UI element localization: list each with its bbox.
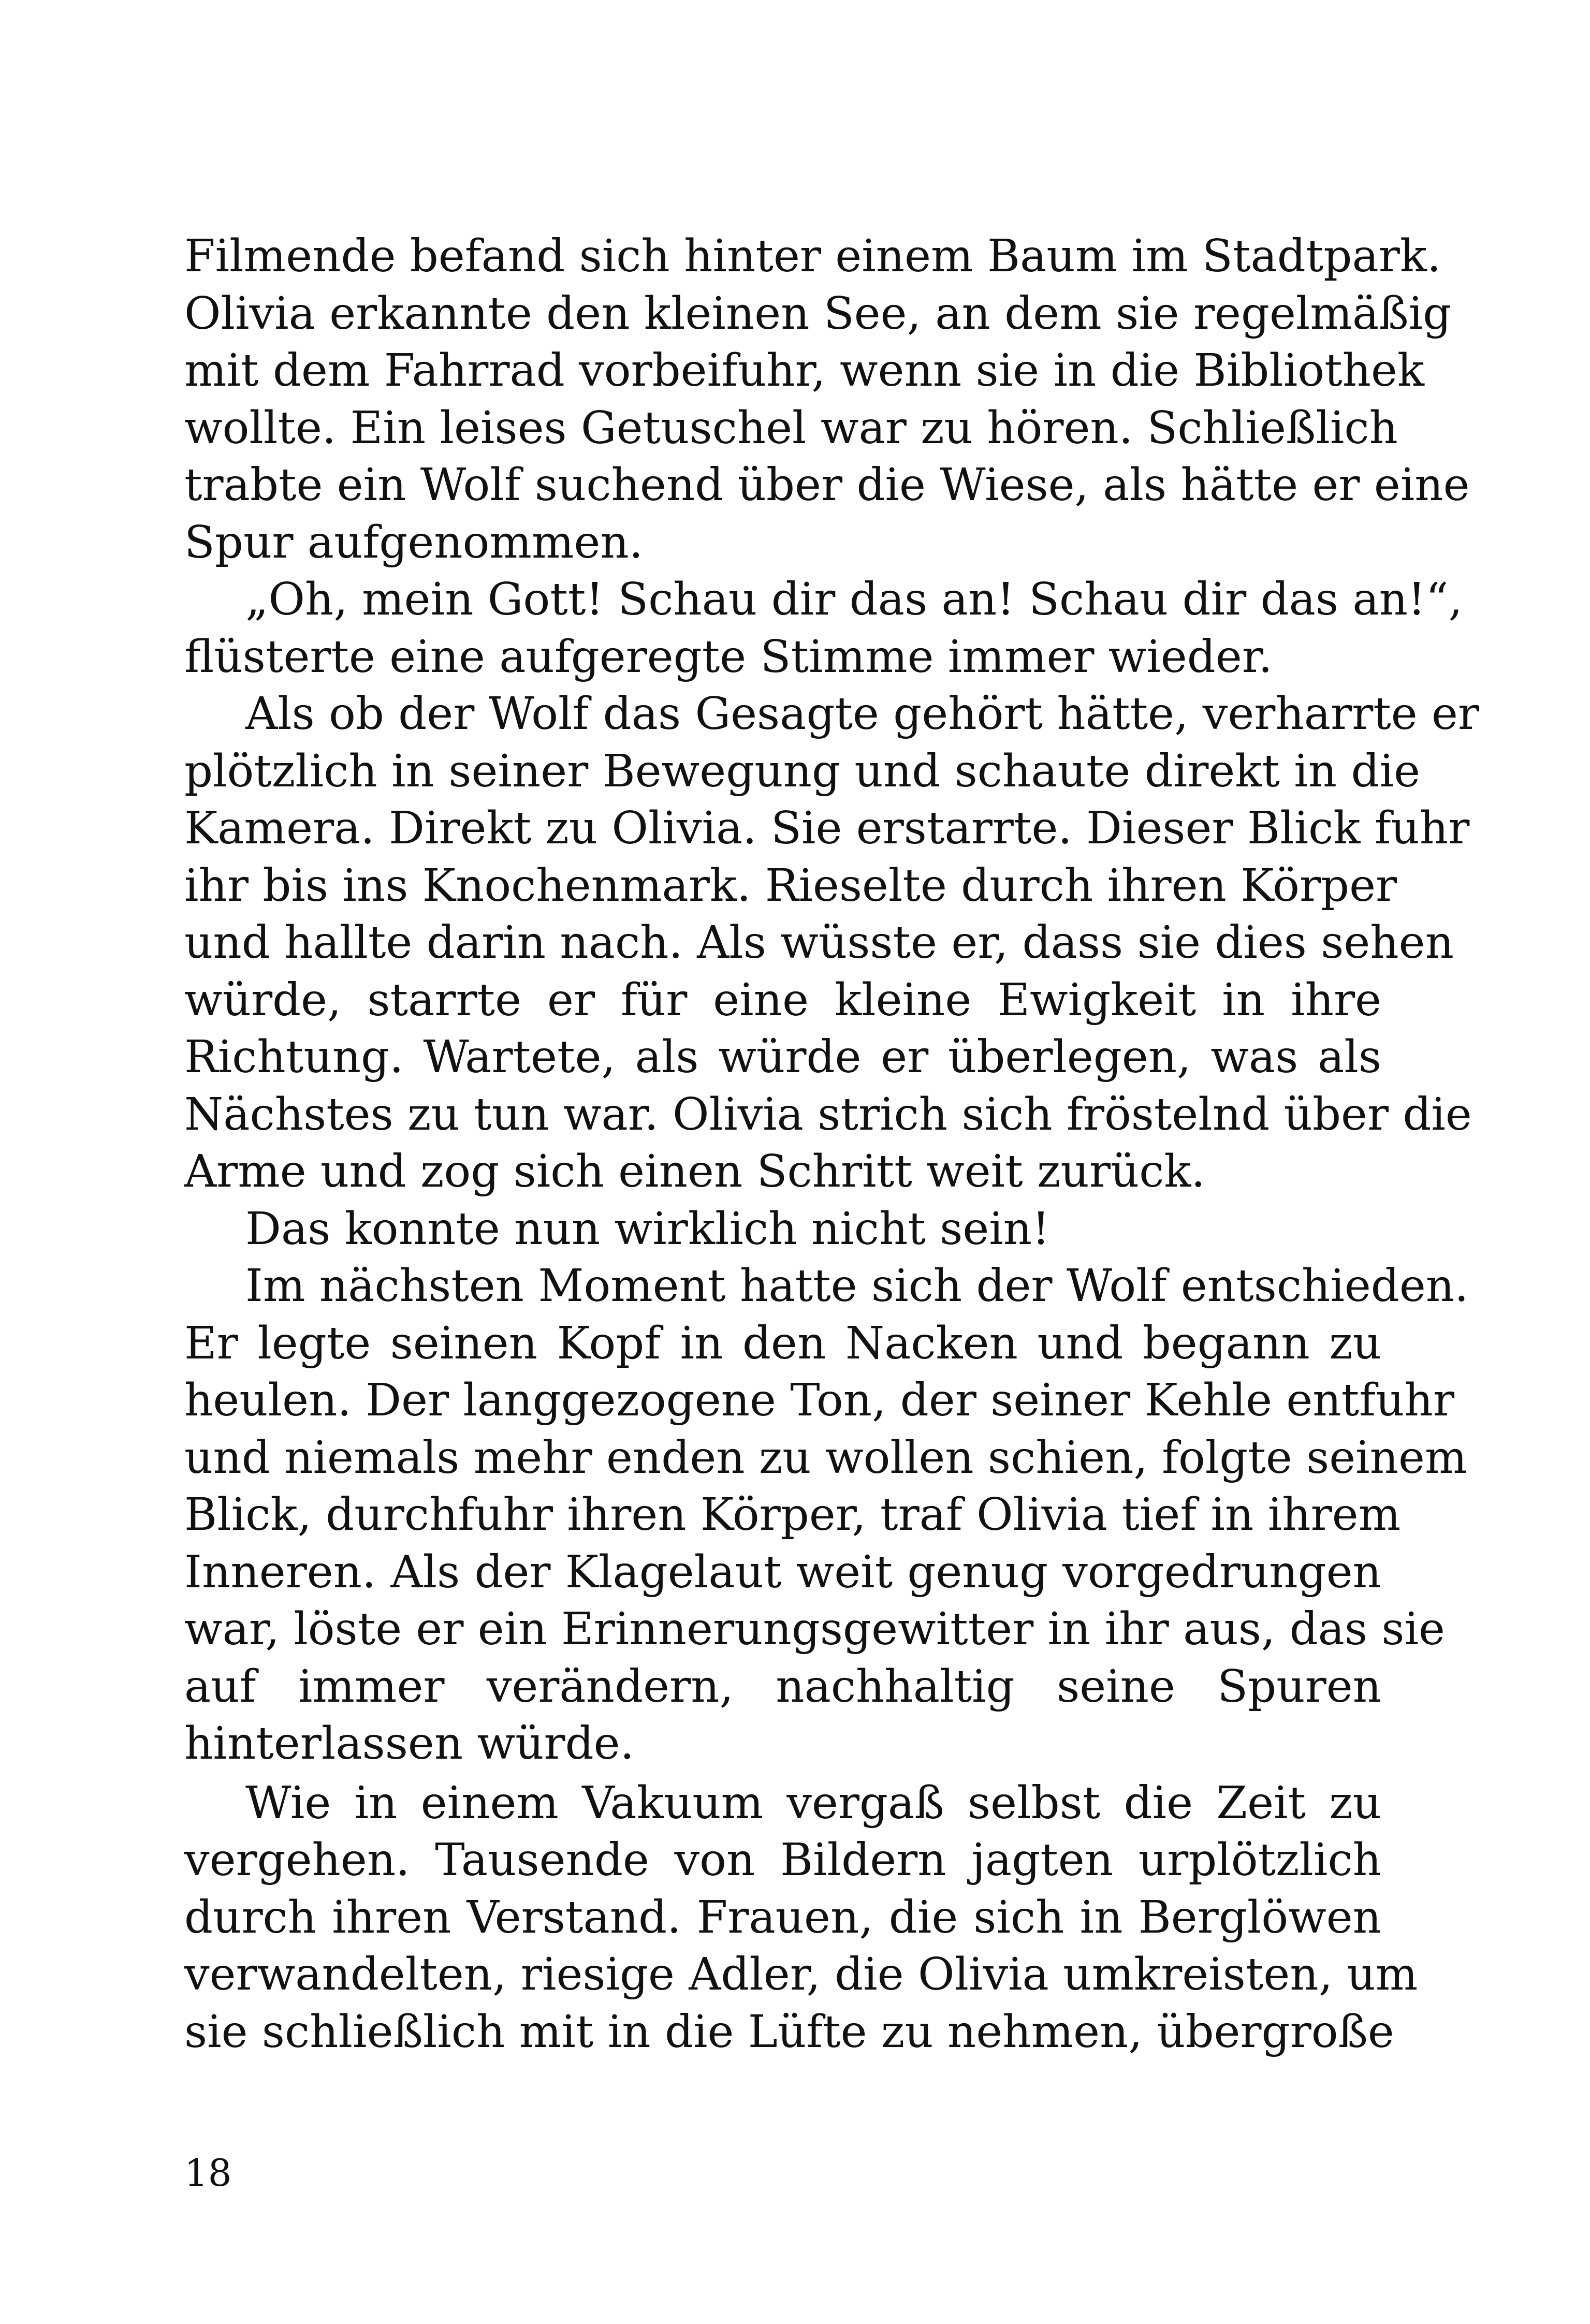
text-line: Spur aufgenommen.	[184, 516, 644, 568]
text-line: Nächstes zu tun war. Olivia strich sich fröstelnd über die	[184, 1088, 1472, 1141]
text-line: war, löste er ein Erinnerungsgewitter in ihr aus, das sie	[184, 1603, 1445, 1655]
text-line: Arme und zog sich einen Schritt weit zurück.	[184, 1146, 1205, 1197]
text-line: und hallte darin nach. Als wüsste er, dass sie dies sehen	[184, 917, 1454, 969]
text-line: mit dem Fahrrad vorbeifuhr, wenn sie in die Bibliothek	[184, 345, 1425, 397]
text-line: vergehen. Tausende von Bildern jagten urplötzlich	[184, 1834, 1381, 1886]
text-line: Wie in einem Vakuum vergaß selbst die Zeit zu	[245, 1777, 1381, 1829]
text-line: Blick, durchfuhr ihren Körper, traf Olivia tief in ihrem	[184, 1489, 1401, 1541]
text-line: auf immer verändern, nachhaltig seine Spuren	[184, 1660, 1381, 1713]
text-line: würde, starrte er für eine kleine Ewigkeit in ihre	[184, 974, 1381, 1026]
text-line: Richtung. Wartete, als würde er überlegen, was als	[184, 1031, 1381, 1083]
text-line: hinterlassen würde.	[184, 1718, 634, 1770]
text-line: trabte ein Wolf suchend über die Wiese, als hätte er eine	[184, 459, 1470, 511]
text-line: und niemals mehr enden zu wollen schien, folgte seinem	[184, 1431, 1467, 1484]
text-line: plötzlich in seiner Bewegung und schaute direkt in die	[184, 745, 1420, 797]
text-line: „Oh, mein Gott! Schau dir das an! Schau dir das an!“,	[245, 574, 1463, 625]
text-line: flüsterte eine aufgeregte Stimme immer wieder.	[184, 631, 1273, 683]
text-line: sie schließlich mit in die Lüfte zu nehmen, übergroße	[184, 2006, 1394, 2058]
text-line: ihr bis ins Knochenmark. Rieselte durch ihren Körper	[184, 859, 1397, 912]
text-line: Olivia erkannte den kleinen See, an dem sie regelmäßig	[184, 287, 1452, 340]
page-number: 18	[184, 2151, 232, 2195]
text-line: heulen. Der langgezogene Ton, der seiner Kehle entfuhr	[184, 1375, 1454, 1426]
text-line: Im nächsten Moment hatte sich der Wolf entschieden.	[245, 1260, 1469, 1312]
body-text	[184, 228, 1480, 2060]
text-line: Inneren. Als der Klagelaut weit genug vorgedrungen	[184, 1546, 1381, 1598]
text-line: Er legte seinen Kopf in den Nacken und begann zu	[184, 1317, 1381, 1369]
text-line: Filmende befand sich hinter einem Baum im Stadtpark.	[184, 230, 1441, 282]
text-line: Als ob der Wolf das Gesagte gehört hätte, verharrte er	[245, 688, 1480, 740]
text-line: Das konnte nun wirklich nicht sein!	[245, 1203, 1050, 1255]
text-line: verwandelten, riesige Adler, die Olivia umkreisten, um	[184, 1949, 1418, 2000]
text-line: wollte. Ein leises Getuschel war zu hören. Schließlich	[184, 402, 1398, 454]
text-line: durch ihren Verstand. Frauen, die sich in Berglöwen	[184, 1891, 1381, 1943]
text-line: Kamera. Direkt zu Olivia. Sie erstarrte. Dieser Blick fuhr	[184, 802, 1470, 854]
